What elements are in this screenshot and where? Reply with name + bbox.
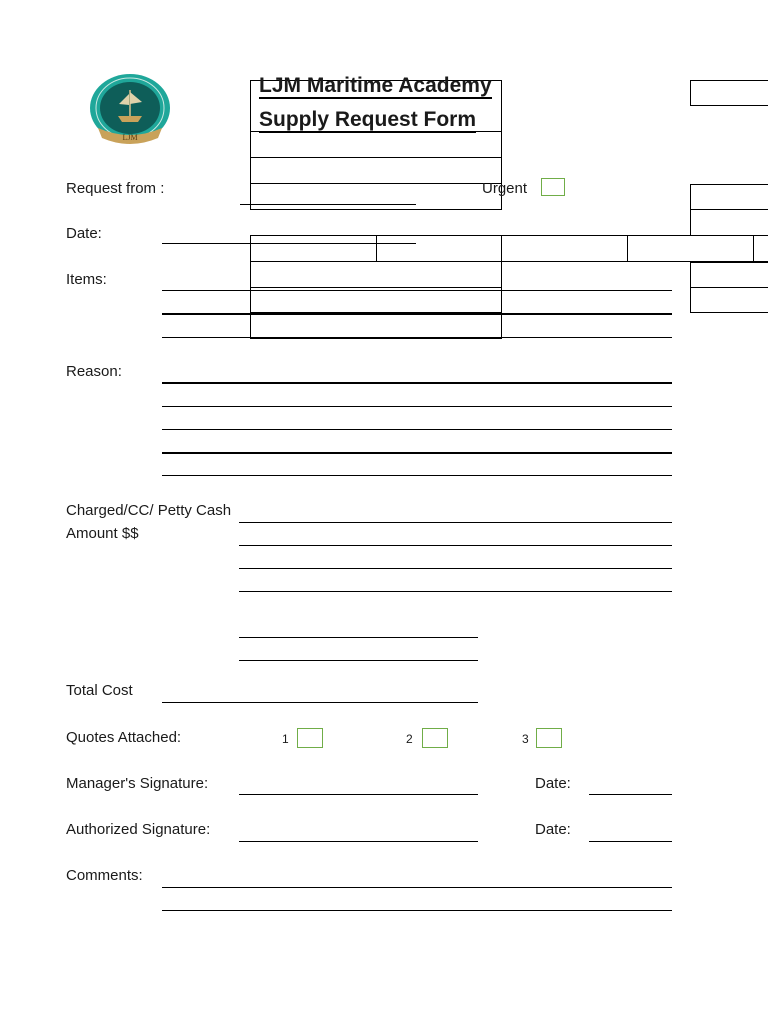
grid-cell-divider [376,235,377,262]
right-box [690,184,768,236]
authorized-date-field[interactable] [589,841,672,842]
date-label: Date: [66,225,102,242]
comments-line-1[interactable] [162,887,672,888]
items-grid-row [250,235,768,262]
charged-line-1[interactable] [239,522,672,523]
reason-line-4[interactable] [162,452,672,454]
items-line-3[interactable] [162,337,672,338]
academy-name: LJM Maritime Academy [259,74,492,97]
manager-date-label: Date: [535,775,571,792]
total-cost-field[interactable] [162,702,478,703]
request-from-field[interactable] [240,204,416,205]
grid-cell-divider [627,235,628,262]
title-row-divider [250,183,502,184]
charged-line-3[interactable] [239,568,672,569]
manager-signature-label: Manager's Signature: [66,775,209,792]
quote-number-1: 1 [282,732,289,746]
charged-line-2[interactable] [239,545,672,546]
quote-1-checkbox[interactable] [297,728,323,748]
urgent-checkbox[interactable] [541,178,565,196]
amount-line-1[interactable] [239,637,478,638]
authorized-date-label: Date: [535,821,571,838]
reason-line-3[interactable] [162,429,672,430]
quote-2-checkbox[interactable] [422,728,448,748]
items-line-1[interactable] [162,290,672,291]
grid-cell-divider [501,235,502,262]
form-title: Supply Request Form [259,108,477,131]
right-box-divider [690,287,768,288]
quote-3-checkbox[interactable] [536,728,562,748]
charged-line-4[interactable] [239,591,672,592]
svg-text:LJM: LJM [122,133,138,142]
title-table [250,80,502,210]
urgent-label: Urgent [482,180,528,197]
reason-label: Reason: [66,363,122,380]
reason-line-5[interactable] [162,475,672,476]
grid-cell-divider [753,235,754,262]
right-box-divider [690,209,768,210]
authorized-signature-label: Authorized Signature: [66,821,211,838]
total-cost-label: Total Cost [66,682,133,699]
charged-label: Charged/CC/ Petty Cash [66,502,232,519]
quotes-attached-label: Quotes Attached: [66,729,182,746]
items-box [250,261,502,339]
manager-signature-field[interactable] [239,794,478,795]
reason-line-2[interactable] [162,406,672,407]
items-box-divider [250,287,502,288]
items-line-2[interactable] [162,313,672,315]
comments-label: Comments: [66,867,143,884]
manager-date-field[interactable] [589,794,672,795]
right-box [690,80,768,106]
quote-number-3: 3 [522,732,529,746]
amount-label: Amount $$ [66,525,139,542]
authorized-signature-field[interactable] [239,841,478,842]
comments-line-2[interactable] [162,910,672,911]
request-from-label: Request from : [66,180,165,197]
ljm-academy-seal-icon [88,72,172,152]
title-row-divider [250,157,502,158]
quote-number-2: 2 [406,732,413,746]
items-label: Items: [66,271,107,288]
reason-line-1[interactable] [162,382,672,384]
amount-line-2[interactable] [239,660,478,661]
